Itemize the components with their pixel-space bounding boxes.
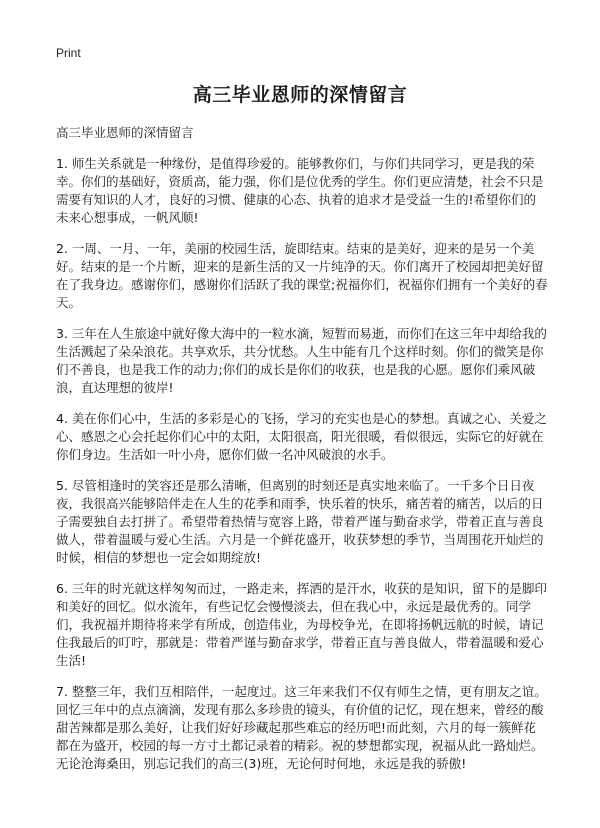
print-link[interactable]: Print [56, 46, 81, 60]
paragraph-5: 5. 尽管相逢时的笑容还是那么清晰，但离别的时刻还是真实地来临了。一千多个日日夜夜，我很高兴能够陪伴走在人生的花季和雨季，快乐着的快乐，痛苦着的痛苦，以后的日子需要独自去打拼了。希望带着热情与宽容上路，带着严谨与勤奋求学，带着正直与善良做人，带着温暖与爱心生活。六月是一个鲜花盛开，收获梦想的季节，当周围花开灿烂的时候，相信的梦想也一定会如期绽放! [56, 478, 544, 565]
paragraph-2: 2. 一周、一月、一年，美丽的校园生活，旋即结束。结束的是美好，迎来的是另一个美好。结束的是一个片断，迎来的是新生活的又一片纯净的天。你们离开了校园却把美好留在了我身边。感谢你们，感谢你们活跃了我的课堂;祝福你们，祝福你们拥有一个美好的春天。 [56, 241, 548, 310]
article-body [56, 124, 548, 786]
paragraph-7: 7. 整整三年，我们互相陪伴，一起度过。这三年来我们不仅有师生之情，更有朋友之谊。回忆三年中的点点滴滴，发现有那么多珍贵的镜头，有价值的记忆，现在想来，曾经的酸甜苦辣都是那么美好，让我们好好珍藏起那些难忘的经历吧!而此刻，六月的每一簇鲜花都在为盛开，校园的每一方寸土都记录着的精彩。祝的梦想都实现，祝福从此一路灿烂。无论沧海桑田，别忘记我们的高三(3)班，无论何时何地，永远是我的骄傲! [56, 684, 547, 771]
paragraph-4: 4. 美在你们心中，生活的多彩是心的飞扬，学习的充实也是心的梦想。真诚之心、关爱之心、感恩之心会托起你们心中的太阳，太阳很高，阳光很暖，看似很远，实际它的好就在你们身边。生活如一叶小舟，愿你们做一名冲风破浪的水手。 [56, 411, 547, 462]
page-title: 高三毕业恩师的深情留言 [192, 84, 408, 106]
article-subtitle: 高三毕业恩师的深情留言 [56, 125, 194, 140]
paragraph-3: 3. 三年在人生旅途中就好像大海中的一粒水滴，短暂而易逝，而你们在这三年中却给我的生活溅起了朵朵浪花。共享欢乐，共分忧愁。人生中能有几个这样时刻。你们的微笑是你们不善良，也是我工作的动力;你们的成长是你们的收获，也是我的心愿。愿你们乘风破浪，直达理想的彼岸! [56, 326, 547, 395]
paragraph-1: 1. 师生关系就是一种缘份，是值得珍爱的。能够教你们，与你们共同学习，更是我的荣幸。你们的基础好，资质高，能力强，你们是位优秀的学生。你们更应清楚，社会不只是需要有知识的人才，良好的习惯、健康的心态、执着的追求才是受益一生的!希望你们的未来心想事成，一帆风顺! [56, 156, 544, 225]
paragraph-6: 6. 三年的时光就这样匆匆而过，一路走来，挥洒的是汗水，收获的是知识，留下的是脚印和美好的回忆。似水流年，有些记忆会慢慢淡去，但在我心中，永远是最优秀的。同学们，我祝福并期待将来学有所成，创造伟业，为母校争光，在即将扬帆远航的时候，请记住我最后的叮咛，那就是：带着严谨与勤奋求学，带着正直与善良做人，带着温暖和爱心生活! [56, 581, 547, 668]
